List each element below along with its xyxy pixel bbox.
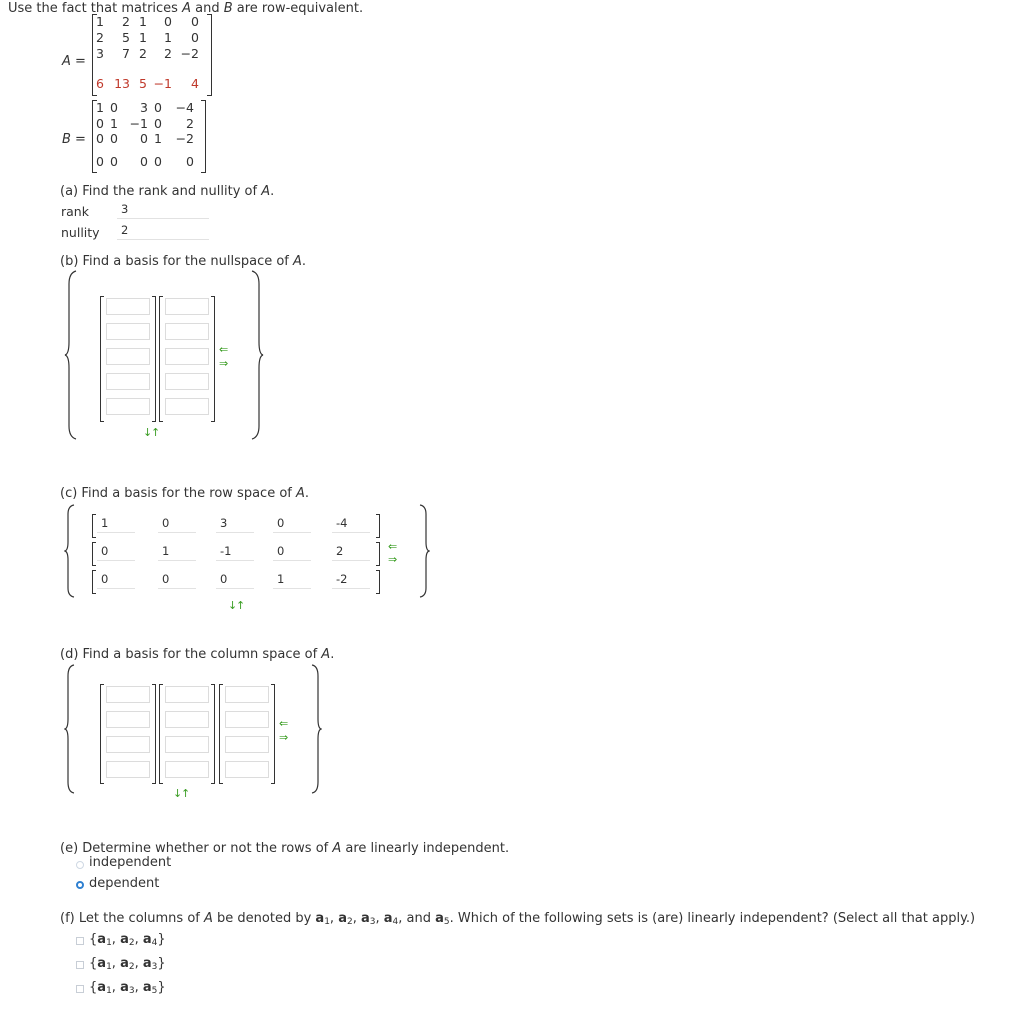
matrixB-entry: 0 xyxy=(154,154,162,169)
rowspace-entry[interactable]: 1 xyxy=(97,516,135,533)
matrixA-entry: 5 xyxy=(139,76,147,91)
colspace-v2-entry[interactable] xyxy=(165,686,209,703)
rowspace-entry[interactable]: 2 xyxy=(332,544,370,561)
nullspace-vector-1 xyxy=(100,296,156,422)
add-vector-arrow[interactable]: ⇒ xyxy=(279,731,289,744)
matrixB-entry: 2 xyxy=(186,116,194,131)
matrixA-entry: 1 xyxy=(96,14,104,29)
add-vector-arrow[interactable]: ⇒ xyxy=(388,553,398,566)
rowspace-entry[interactable]: 0 xyxy=(158,572,196,589)
colspace-vector-3 xyxy=(219,684,275,784)
row-vector-right-bracket xyxy=(376,570,380,594)
matrix-a-label: A = xyxy=(62,54,86,69)
radio-independent[interactable] xyxy=(76,861,84,869)
nullspace-v2-entry[interactable] xyxy=(165,373,209,390)
part-e-prompt: (e) Determine whether or not the rows of A are linearly independent. xyxy=(60,841,510,856)
matrixB-entry: 1 xyxy=(110,116,118,131)
matrixB-entry: 1 xyxy=(96,100,104,115)
row-vector-right-bracket xyxy=(376,542,380,566)
matrixB-entry: −2 xyxy=(175,131,194,146)
matrixA-entry: 13 xyxy=(114,76,130,91)
matrixB-entry: 3 xyxy=(140,100,148,115)
matrixA-entry: 0 xyxy=(164,14,172,29)
row-vector-right-bracket xyxy=(376,514,380,538)
matrixA-entry: 2 xyxy=(122,14,130,29)
option-set-label: {$a_1$, $a_3$, $a_5$} xyxy=(89,980,166,996)
part-f-prompt: (f) Let the columns of A be denoted by $a_1$, $a_2$, $a_3$, $a_4$, and $a_5$. Which of the following sets is (are) linearly independent? (Select all that apply.) xyxy=(60,911,976,927)
colspace-v2-entry[interactable] xyxy=(165,711,209,728)
rowspace-entry[interactable]: 0 xyxy=(216,572,254,589)
add-row-arrow[interactable]: ↑ xyxy=(236,599,246,612)
colspace-v1-entry[interactable] xyxy=(106,736,150,753)
nullity-label: nullity xyxy=(61,225,100,240)
matrixA-entry: 1 xyxy=(139,30,147,45)
nullspace-left-brace xyxy=(64,270,78,440)
radio-dependent[interactable] xyxy=(76,881,84,889)
matrixA-entry: 0 xyxy=(191,30,199,45)
intro-text: Use the fact that matrices A and B are row-equivalent. xyxy=(8,1,364,16)
remove-row-arrow[interactable]: ↓ xyxy=(228,599,238,612)
matrixB-entry: 0 xyxy=(96,131,104,146)
row-vector-left-bracket xyxy=(92,514,96,538)
colspace-v1-entry[interactable] xyxy=(106,711,150,728)
colspace-v3-entry[interactable] xyxy=(225,686,269,703)
rowspace-basis xyxy=(92,516,382,596)
nullspace-v2-entry[interactable] xyxy=(165,298,209,315)
matrixA-entry: 4 xyxy=(191,76,199,91)
remove-vector-arrow[interactable]: ⇐ xyxy=(279,717,289,730)
matrixB-entry: 0 xyxy=(96,116,104,131)
matrixB-entry: 0 xyxy=(186,154,194,169)
matrixB-entry: 0 xyxy=(154,100,162,115)
matrixA-entry: 3 xyxy=(96,46,104,61)
colspace-v3-entry[interactable] xyxy=(225,761,269,778)
part-a-prompt: (a) Find the rank and nullity of A. xyxy=(60,184,275,199)
colspace-v2-entry[interactable] xyxy=(165,736,209,753)
option-dependent-label: dependent xyxy=(89,876,160,891)
nullspace-right-brace xyxy=(250,270,264,440)
rowspace-entry[interactable]: 0 xyxy=(273,516,311,533)
nullity-input[interactable]: 2 xyxy=(117,223,209,240)
matrixA-entry: 1 xyxy=(164,30,172,45)
matrixB-entry: 0 xyxy=(110,100,118,115)
part-b-prompt: (b) Find a basis for the nullspace of A. xyxy=(60,254,307,269)
colspace-v2-entry[interactable] xyxy=(165,761,209,778)
add-row-arrow[interactable]: ↑ xyxy=(181,787,191,800)
colspace-v1-entry[interactable] xyxy=(106,761,150,778)
matrixB-entry: 0 xyxy=(140,131,148,146)
matrixB-entry: 0 xyxy=(110,131,118,146)
option-checkbox[interactable] xyxy=(76,937,84,945)
rowspace-entry[interactable]: 3 xyxy=(216,516,254,533)
option-set-label: {$a_1$, $a_2$, $a_4$} xyxy=(89,932,166,948)
option-independent-label: independent xyxy=(89,855,172,870)
remove-row-arrow[interactable]: ↓ xyxy=(173,787,183,800)
rowspace-entry[interactable]: -2 xyxy=(332,572,370,589)
nullspace-v1-entry[interactable] xyxy=(106,323,150,340)
matrixB-entry: 0 xyxy=(110,154,118,169)
matrix-a xyxy=(92,14,212,96)
matrixA-entry: 7 xyxy=(122,46,130,61)
matrix-b xyxy=(92,100,206,172)
colspace-left-brace xyxy=(64,664,76,794)
option-set-label: {$a_1$, $a_2$, $a_3$} xyxy=(89,956,166,972)
nullspace-v1-entry[interactable] xyxy=(106,298,150,315)
rowspace-entry[interactable]: -1 xyxy=(216,544,254,561)
colspace-v3-entry[interactable] xyxy=(225,711,269,728)
matrixB-entry: −1 xyxy=(129,116,148,131)
colspace-vector-2 xyxy=(159,684,215,784)
nullspace-v1-entry[interactable] xyxy=(106,373,150,390)
matrixA-entry: −2 xyxy=(180,46,199,61)
nullspace-v2-entry[interactable] xyxy=(165,348,209,365)
colspace-right-brace xyxy=(310,664,322,794)
rowspace-entry[interactable]: -4 xyxy=(332,516,370,533)
rowspace-entry[interactable]: 1 xyxy=(158,544,196,561)
rowspace-entry[interactable]: 0 xyxy=(97,572,135,589)
part-c-prompt: (c) Find a basis for the row space of A. xyxy=(60,486,310,501)
matrixA-entry: 2 xyxy=(164,46,172,61)
rowspace-entry[interactable]: 0 xyxy=(158,516,196,533)
rowspace-right-brace xyxy=(418,504,430,598)
option-checkbox[interactable] xyxy=(76,961,84,969)
row-vector-left-bracket xyxy=(92,570,96,594)
remove-vector-arrow[interactable]: ⇐ xyxy=(388,540,398,553)
add-row-arrow[interactable]: ↑ xyxy=(151,426,161,439)
row-vector-left-bracket xyxy=(92,542,96,566)
colspace-v3-entry[interactable] xyxy=(225,736,269,753)
rank-input[interactable]: 3 xyxy=(117,202,209,219)
rowspace-entry[interactable]: 1 xyxy=(273,572,311,589)
nullspace-v1-entry[interactable] xyxy=(106,348,150,365)
nullspace-v1-entry[interactable] xyxy=(106,398,150,415)
remove-vector-arrow[interactable]: ⇐ xyxy=(219,343,229,356)
matrixA-entry: 0 xyxy=(191,14,199,29)
part-d-prompt: (d) Find a basis for the column space of A. xyxy=(60,647,335,662)
nullspace-v2-entry[interactable] xyxy=(165,323,209,340)
matrixA-entry: 6 xyxy=(96,76,104,91)
matrixA-entry: −1 xyxy=(153,76,172,91)
rowspace-entry[interactable]: 0 xyxy=(97,544,135,561)
matrixA-entry: 2 xyxy=(96,30,104,45)
matrix-b-label: B = xyxy=(62,132,86,147)
matrixB-entry: 1 xyxy=(154,131,162,146)
matrixB-entry: 0 xyxy=(140,154,148,169)
matrixB-entry: −4 xyxy=(175,100,194,115)
remove-row-arrow[interactable]: ↓ xyxy=(143,426,153,439)
nullspace-v2-entry[interactable] xyxy=(165,398,209,415)
add-vector-arrow[interactable]: ⇒ xyxy=(219,357,229,370)
matrixA-entry: 5 xyxy=(122,30,130,45)
matrixA-entry: 1 xyxy=(139,14,147,29)
matrixA-entry: 2 xyxy=(139,46,147,61)
rank-label: rank xyxy=(61,204,89,219)
rowspace-left-brace xyxy=(64,504,76,598)
nullspace-vector-2 xyxy=(159,296,215,422)
option-checkbox[interactable] xyxy=(76,985,84,993)
colspace-v1-entry[interactable] xyxy=(106,686,150,703)
matrixB-entry: 0 xyxy=(96,154,104,169)
matrixB-entry: 0 xyxy=(154,116,162,131)
colspace-vector-1 xyxy=(100,684,156,784)
rowspace-entry[interactable]: 0 xyxy=(273,544,311,561)
